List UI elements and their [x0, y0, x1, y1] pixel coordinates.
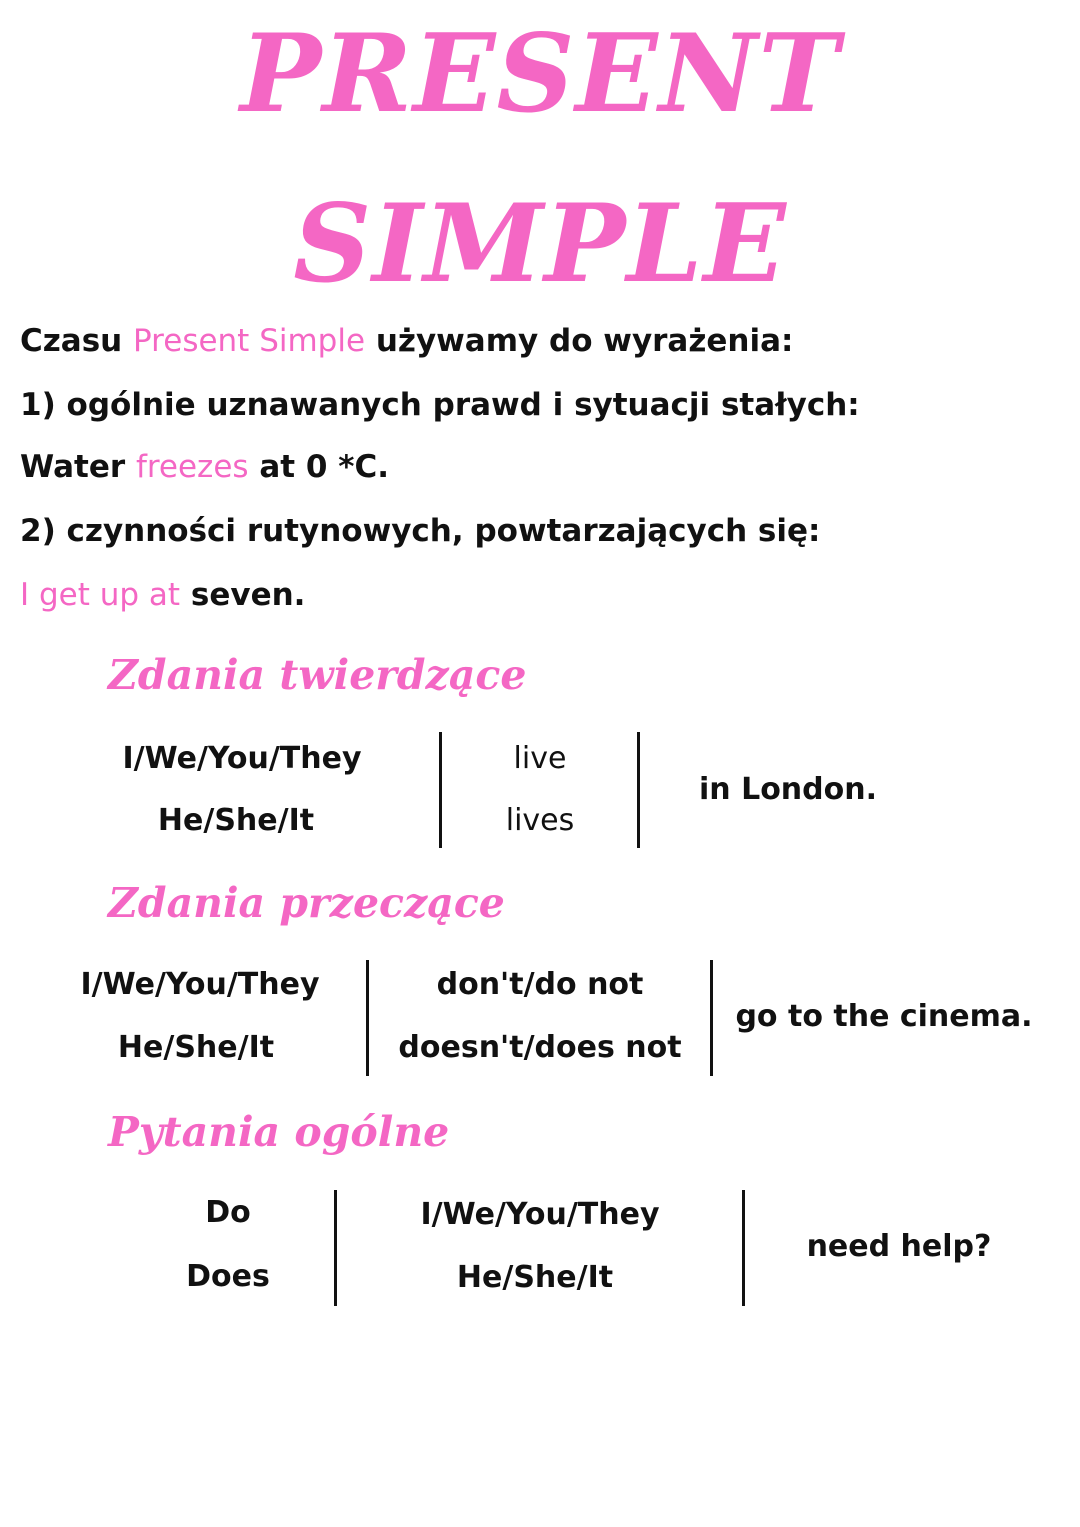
table-cell: I/We/You/They	[80, 967, 320, 1002]
intro-line-1	[20, 323, 794, 359]
section-heading-affirmative: Zdania twierdzące	[108, 651, 527, 699]
table-cell: I/We/You/They	[122, 741, 362, 776]
intro-text: Czasu	[20, 323, 134, 359]
page-title-line-1: PRESENT	[240, 11, 840, 137]
example-line-2	[20, 577, 306, 613]
table-cell: lives	[505, 803, 575, 838]
intro-highlight: Present Simple	[133, 323, 366, 359]
table-cell: live	[513, 741, 567, 776]
table-cell: Does	[186, 1259, 270, 1294]
column-divider	[439, 732, 442, 848]
example-text: at 0 *C.	[248, 449, 389, 485]
intro-line-2: 1) ogólnie uznawanych prawd i sytuacji stałych:	[20, 387, 860, 423]
table-cell: go to the cinema.	[735, 999, 1033, 1034]
section-heading-negative: Zdania przeczące	[108, 879, 505, 927]
intro-line-4: 2) czynności rutynowych, powtarzających się:	[20, 513, 821, 549]
table-cell: in London.	[698, 772, 878, 807]
page-title-line-2: SIMPLE	[293, 181, 787, 307]
table-cell: Do	[205, 1195, 251, 1230]
column-divider	[366, 960, 369, 1076]
example-text: Water	[20, 449, 136, 485]
intro-text: używamy do wyrażenia:	[365, 323, 794, 359]
table-cell: I/We/You/They	[420, 1197, 660, 1232]
table-cell: doesn't/does not	[398, 1030, 682, 1065]
column-divider	[334, 1190, 337, 1306]
column-divider	[710, 960, 713, 1076]
column-divider	[742, 1190, 745, 1306]
table-cell: He/She/It	[117, 1030, 275, 1065]
table-cell: He/She/It	[157, 803, 315, 838]
example-highlight: freezes	[135, 449, 249, 485]
table-cell: don't/do not	[436, 967, 644, 1002]
example-highlight: I get up at	[20, 577, 181, 613]
column-divider	[637, 732, 640, 848]
example-line-1	[20, 449, 389, 485]
table-cell: need help?	[806, 1229, 992, 1264]
section-heading-questions: Pytania ogólne	[108, 1108, 450, 1156]
example-text: seven.	[180, 577, 306, 613]
table-cell: He/She/It	[456, 1260, 614, 1295]
